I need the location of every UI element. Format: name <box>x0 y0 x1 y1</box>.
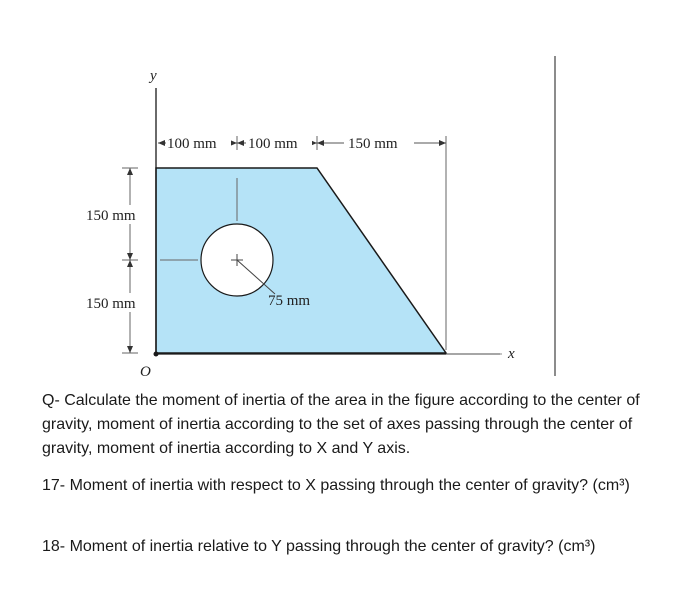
dim-left-lower: 150 mm <box>86 296 136 312</box>
question-paragraph: Q- Calculate the moment of inertia of the area in the figure according to the center of gravity, moment of inertia according to the set of axes passing through the center of gravity, moment of inertia according to X and Y axis. <box>42 392 640 457</box>
question-item-17-text: 17- Moment of inertia with respect to X passing through the center of gravity? (cm³) <box>42 477 630 494</box>
dim-top-1: 100 mm <box>167 136 217 152</box>
left-arrow-mid-u <box>127 253 133 260</box>
left-arrow-bottom <box>127 346 133 353</box>
top-arrow-mid1-l <box>230 140 237 146</box>
shaded-area <box>156 168 446 353</box>
question-text <box>42 389 662 461</box>
top-arrow-right <box>439 140 446 146</box>
top-arrow-mid2-r <box>317 140 324 146</box>
dim-left-upper: 150 mm <box>86 208 136 224</box>
dim-top-3: 150 mm <box>348 136 398 152</box>
left-arrow-top <box>127 168 133 175</box>
question-item-18-text: 18- Moment of inertia relative to Y passing through the center of gravity? (cm³) <box>42 538 596 555</box>
y-axis-label: y <box>150 68 157 84</box>
origin-point <box>154 352 159 357</box>
left-arrow-mid-d <box>127 260 133 267</box>
top-arrow-mid1-r <box>237 140 244 146</box>
origin-label: O <box>140 364 151 380</box>
question-item-17 <box>42 474 662 498</box>
x-axis-label: x <box>508 346 515 362</box>
top-arrow-left <box>158 140 165 146</box>
dim-radius: 75 mm <box>268 293 311 309</box>
dim-top-2: 100 mm <box>248 136 298 152</box>
question-item-18 <box>42 535 662 559</box>
